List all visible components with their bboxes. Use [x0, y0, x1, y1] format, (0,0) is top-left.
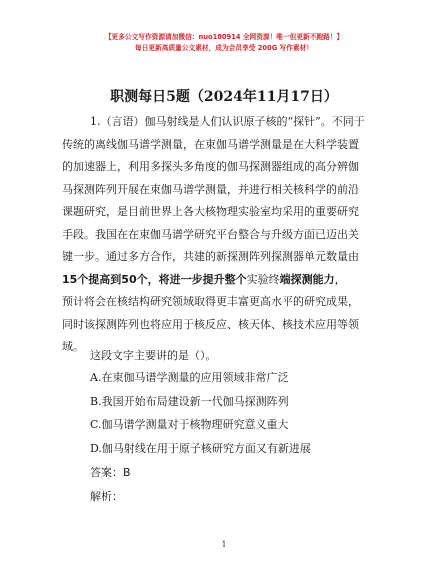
paragraph-line: 课题研究，是目前世界上各大核物理实验室均采用的重要研究	[62, 205, 359, 218]
bold-text: 端探测能力	[279, 272, 335, 286]
option-c: C.伽马谱学测量对于核物理研究意义重大	[90, 418, 289, 431]
paragraph-line: 同时该探测阵列也将应用于核反应、核天体、核技术应用等领	[62, 317, 359, 331]
paragraph-line: 手段。我国在在束伽马谱学研究平台整合与升级方面已迈出关	[62, 227, 359, 241]
option-d: D.伽马射线在用于原子核研究方面又有新进展	[90, 442, 311, 455]
question-paragraph	[62, 111, 365, 359]
question-prompt: 这段文字主要讲的是（）。	[90, 349, 217, 362]
option-b: B.我国开始布局建设新一代伽马探测阵列	[90, 395, 289, 408]
paragraph-line-mixed	[62, 269, 365, 292]
paragraph-line: 马探测阵列开展在束伽马谱学测量，并进行相关核科学的前沿	[62, 182, 359, 196]
normal-text: ，	[334, 272, 346, 286]
document-title: 职测每日5题（2024年11月17日）	[110, 89, 338, 105]
paragraph-line: 域。	[62, 340, 84, 353]
normal-text: 实验终	[246, 272, 280, 286]
option-a: A.在束伽马谱学测量的应用领域非常广泛	[90, 371, 289, 384]
paragraph-line: 键一步。通过多方合作，共建的新探测阵列探测器单元数量由	[62, 250, 359, 263]
bold-text: 15个提高到50个，将进一步提升整个	[62, 272, 247, 286]
paragraph-line: 预计将会在核结构研究领域取得更丰富更高水平的研究成果，	[62, 295, 359, 308]
answer-label: 答案：B	[90, 466, 131, 479]
paragraph-line: 的加速器上，利用多探头多角度的伽马探测器组成的高分辨伽	[62, 160, 359, 173]
page-number: 1	[221, 540, 227, 549]
promo-banner-line2: 每日更新高质量公文素材，成为会员享受 200G 写作素材！	[135, 44, 313, 52]
paragraph-line: 1.（言语）伽马射线是人们认识原子核的“探针”。不同于	[90, 115, 365, 128]
analysis-label: 解析：	[90, 490, 123, 503]
promo-banner-line1: 【更多公文写作资源请加微信：nuo180914 全网资源！唯一但更新不跑路！】	[104, 33, 344, 41]
paragraph-line: 传统的离线伽马谱学测量，在束伽马谱学测量是在大科学装置	[62, 137, 359, 151]
